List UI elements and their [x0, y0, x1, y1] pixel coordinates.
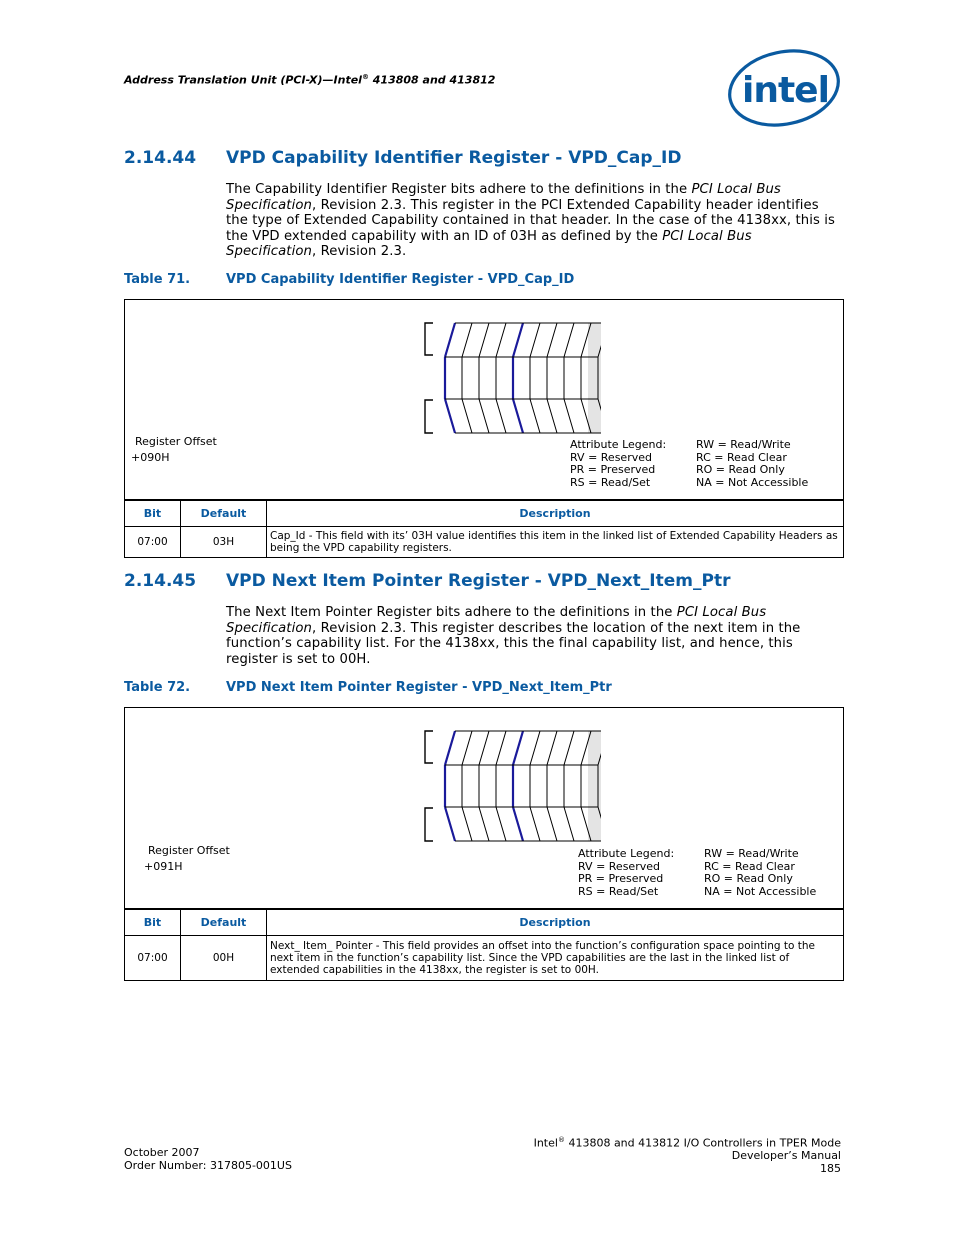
bit-divider-line	[564, 399, 574, 433]
bit-divider-line	[479, 399, 489, 433]
footer-page-number: 185	[820, 1161, 841, 1175]
table-row	[125, 527, 844, 558]
bit-divider-line	[445, 323, 455, 357]
cell-bit: 07:00	[125, 527, 181, 558]
cell-description: Next_ Item_ Pointer - This field provides an offset into the function’s configuration space pointing to the next item in the function’s capability list. Since the VPD capabilities are the last in the linked list of extended capabilities in the 4138xx, the register is set to 00H.	[267, 936, 844, 981]
column-header-bit: Bit	[125, 909, 181, 936]
bit-divider-line	[479, 323, 489, 357]
cell-bit: 07:00	[125, 936, 181, 981]
bracket-top	[425, 731, 433, 763]
footer-date: October 2007	[124, 1146, 200, 1159]
bit-divider-line	[445, 731, 455, 765]
bit-divider-line	[462, 399, 472, 433]
attribute-legend-right: RW = Read/Write RC = Read Clear RO = Read Only NA = Not Accessible	[704, 847, 817, 899]
footer-manual: Developer’s Manual	[731, 1149, 841, 1163]
bit-divider-line	[445, 399, 455, 433]
bit-divider-line	[513, 323, 523, 357]
bit-divider-line	[479, 807, 489, 841]
cell-default: 00H	[181, 936, 267, 981]
attribute-legend-left: Attribute Legend: RV = Reserved PR = Preserved RS = Read/Set	[578, 847, 675, 899]
bit-field-diagram	[421, 320, 601, 436]
bit-divider-line	[564, 731, 574, 765]
attribute-legend-left: Attribute Legend: RV = Reserved PR = Preserved RS = Read/Set	[570, 438, 667, 490]
bracket-top	[425, 323, 433, 355]
bit-divider-line	[513, 731, 523, 765]
bracket-bottom	[425, 400, 433, 433]
column-header-bit: Bit	[125, 500, 181, 527]
column-header-description: Description	[267, 909, 844, 936]
bit-divider-line	[479, 731, 489, 765]
bit-divider-line	[564, 323, 574, 357]
register-table-71	[124, 499, 844, 558]
register-diagram-box	[124, 299, 844, 501]
cell-description: Cap_Id - This field with its’ 03H value identifies this item in the linked list of Extended Capability Headers as being the VPD capability registers.	[267, 527, 844, 558]
section-heading-2-14-45: 2.14.45 VPD Next Item Pointer Register - VPD_Next_Item_Ptr	[124, 571, 731, 591]
bit-divider-line	[530, 399, 540, 433]
svg-text:intel: intel	[742, 70, 829, 111]
bit-divider-line	[462, 807, 472, 841]
bit-field-diagram	[421, 728, 601, 844]
bit-divider-line	[513, 399, 523, 433]
column-header-default: Default	[181, 500, 267, 527]
bit-divider-line	[530, 807, 540, 841]
table-caption-71: Table 71. VPD Capability Identifier Register - VPD_Cap_ID	[124, 272, 575, 287]
register-table-72	[124, 908, 844, 981]
cell-default: 03H	[181, 527, 267, 558]
register-offset-value: +091H	[144, 860, 183, 873]
register-offset-label: Register Offset	[148, 844, 230, 857]
attribute-legend-right: RW = Read/Write RC = Read Clear RO = Read Only NA = Not Accessible	[696, 438, 809, 490]
footer-order-number: Order Number: 317805-001US	[124, 1158, 292, 1172]
bit-divider-line	[496, 731, 506, 765]
bit-divider-line	[496, 323, 506, 357]
bit-divider-line	[530, 731, 540, 765]
column-header-default: Default	[181, 909, 267, 936]
section-heading-2-14-44: 2.14.44 VPD Capability Identifier Register - VPD_Cap_ID	[124, 148, 682, 168]
register-diagram-box	[124, 707, 844, 910]
bit-divider-line	[462, 731, 472, 765]
bit-divider-line	[547, 731, 557, 765]
bit-divider-line	[513, 807, 523, 841]
bit-divider-line	[496, 399, 506, 433]
section-paragraph: The Next Item Pointer Register bits adhere to the definitions in the PCI Local Bus Specification, Revision 2.3. This register describes the location of the next item in the function’s capability list. For the 4138xx, this the final capability list, and hence, this register is set to 00H.	[226, 605, 801, 667]
bracket-bottom	[425, 808, 433, 841]
column-header-description: Description	[267, 500, 844, 527]
running-header: Address Translation Unit (PCI-X)—Intel® 413808 and 413812	[124, 73, 496, 87]
table-row	[125, 936, 844, 981]
bit-divider-line	[462, 323, 472, 357]
register-offset-label: Register Offset	[135, 435, 217, 448]
bit-divider-line	[547, 323, 557, 357]
bit-divider-line	[530, 323, 540, 357]
footer-left	[124, 1147, 292, 1172]
register-offset-value: +090H	[131, 451, 170, 464]
footer-product: Intel® 413808 and 413812 I/O Controllers in TPER Mode	[533, 1136, 841, 1150]
table-caption-72: Table 72. VPD Next Item Pointer Register - VPD_Next_Item_Ptr	[124, 680, 612, 695]
footer-right	[534, 1134, 841, 1175]
intel-logo	[726, 48, 842, 128]
bit-divider-line	[564, 807, 574, 841]
section-paragraph: The Capability Identifier Register bits adhere to the definitions in the PCI Local Bus Specification, Revision 2.3. This register in the PCI Extended Capability header identifies the type of Extended Capability contained in that header. In the case of the 4138xx, this is the VPD extended capability with an ID of 03H as defined by the PCI Local Bus Specification, Revision 2.3.	[226, 182, 835, 260]
bit-divider-line	[547, 807, 557, 841]
bit-divider-line	[547, 399, 557, 433]
bit-divider-line	[445, 807, 455, 841]
bit-divider-line	[496, 807, 506, 841]
